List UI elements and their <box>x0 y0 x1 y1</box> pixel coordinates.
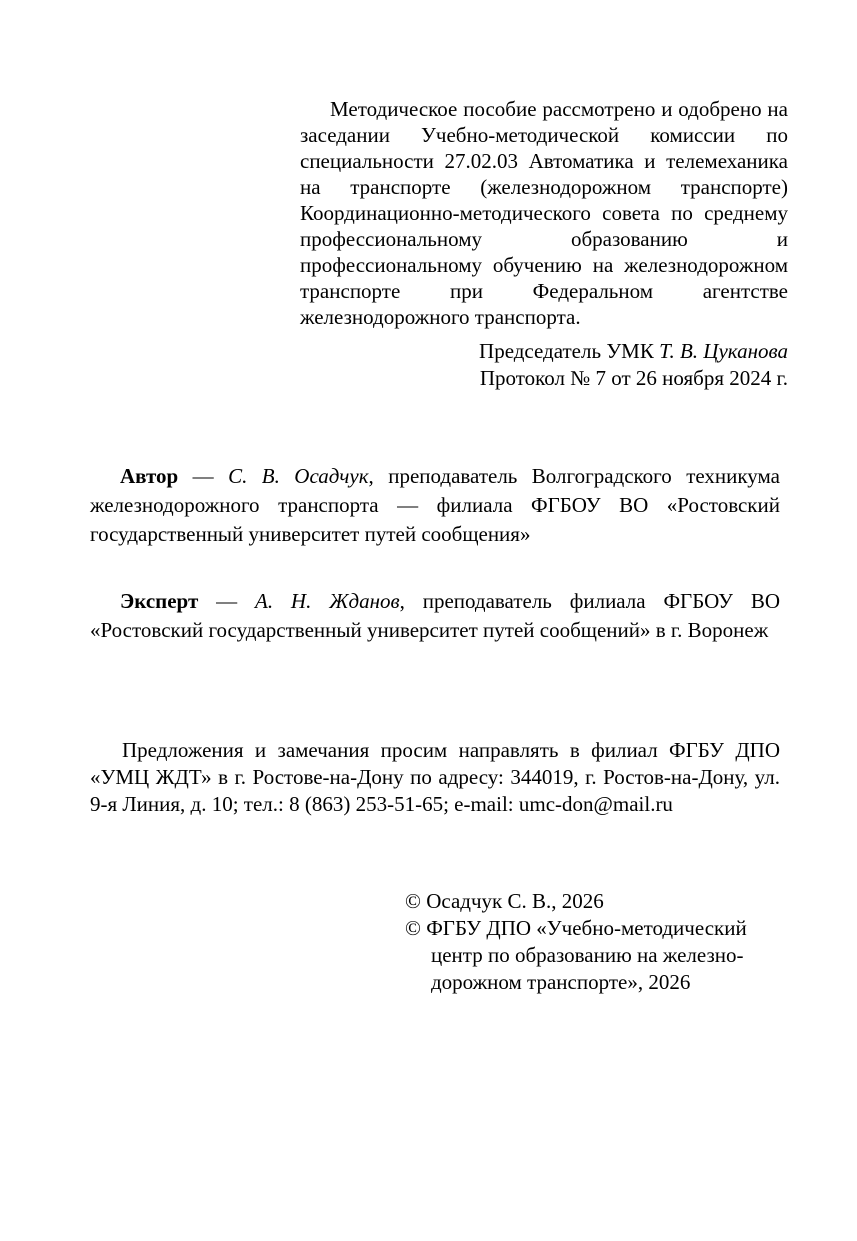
author-label: Автор <box>120 464 179 488</box>
expert-label: Эксперт <box>120 589 199 613</box>
author-details: , преподаватель Волгоградского техникума железнодорожного транспорта — филиала ФГБОУ ВО «Ростовский государственный университет путей сообщения» <box>90 464 780 546</box>
copyright-block <box>405 888 783 996</box>
approval-paragraph: Методическое пособие рассмотрено и одобрено на заседании Учебно-методической комиссии по специальности 27.02.03 Автоматика и телемеханика на транспорте (железнодорожном транспорте) Координационно-методического совета по среднему профессиональному образованию и профессиональному обучению на железнодорожном транспорте при Федеральном агентстве железнодорожного транспорта. <box>300 97 788 329</box>
expert-details: , преподаватель филиала ФГБОУ ВО «Ростовский государственный университет путей сообщений» в г. Воронеж <box>90 589 780 642</box>
copyright-entry-publisher <box>405 915 783 996</box>
expert-name: А. Н. Жданов <box>255 589 400 613</box>
author-separator: — <box>192 464 214 488</box>
copyright-symbol: © <box>405 889 421 913</box>
signature-block <box>300 338 788 392</box>
signature-name: Т. В. Цуканова <box>659 339 788 363</box>
signature-line <box>300 338 788 365</box>
author-name: С. В. Осадчук <box>228 464 369 488</box>
copyright-entry-author <box>405 888 783 915</box>
copyright-text: Осадчук С. В., 2026 <box>426 889 604 913</box>
author-paragraph <box>90 462 780 549</box>
copyright-text: ФГБУ ДПО «Учебно-методический центр по образованию на железнодорожном транспорте», 2026 <box>426 916 747 994</box>
copyright-symbol: © <box>405 916 421 940</box>
contacts-paragraph: Предложения и замечания просим направлять в филиал ФГБУ ДПО «УМЦ ЖДТ» в г. Ростове-на-Дону по адресу: 344019, г. Ростов-на-Дону, ул. 9-я Линия, д. 10; тел.: 8 (863) 253-51-65; e-mail: umc-don@mail.ru <box>90 738 780 816</box>
expert-paragraph <box>90 587 780 645</box>
protocol-line: Протокол № 7 от 26 ноября 2024 г. <box>479 366 788 390</box>
signature-role: Председатель УМК <box>479 339 654 363</box>
expert-separator: — <box>216 589 238 613</box>
